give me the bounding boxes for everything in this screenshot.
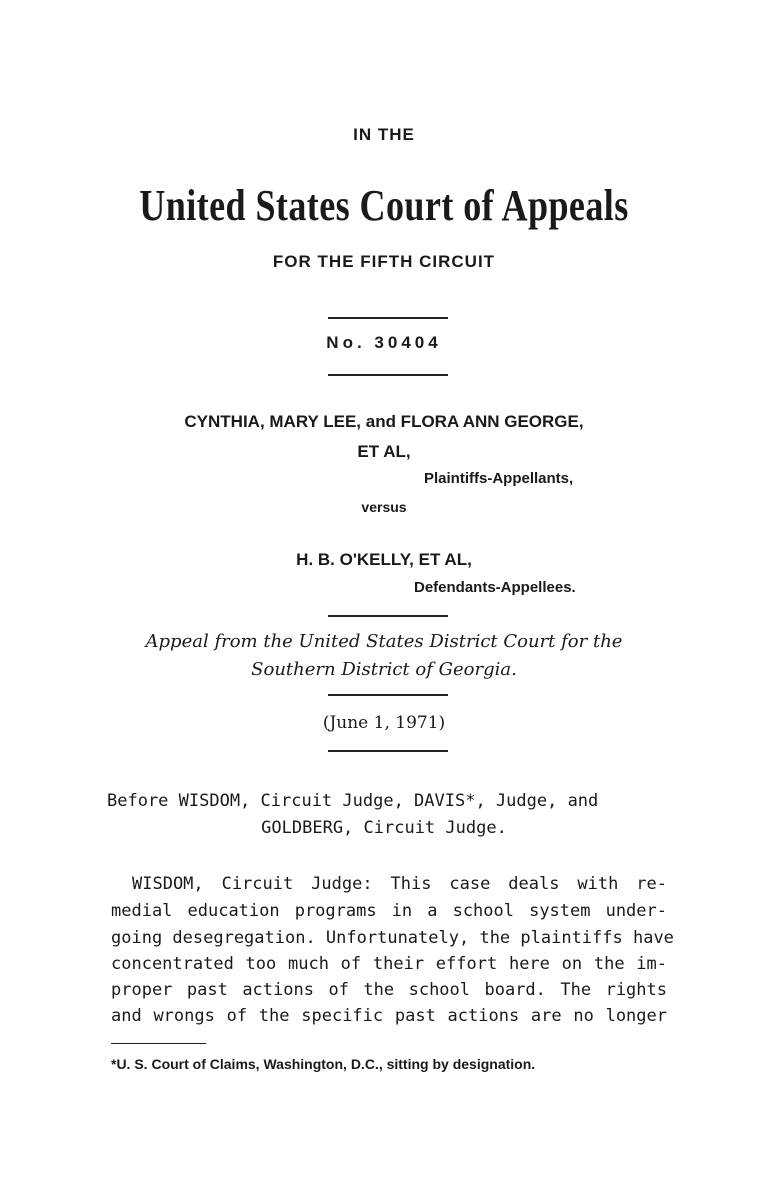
court-title: United States Court of Appeals xyxy=(139,181,629,230)
bench-line-2: GOLDBERG, Circuit Judge. xyxy=(261,818,507,838)
opinion-line: going desegregation. Unfortunately, the plaintiffs have xyxy=(111,928,674,948)
divider xyxy=(328,750,448,752)
appeal-line-2: Southern District of Georgia. xyxy=(251,659,517,680)
divider xyxy=(328,374,448,376)
versus-label: versus xyxy=(361,499,407,515)
plaintiffs-et-al: ET AL, xyxy=(357,442,411,461)
opinion-line: proper past actions of the school board. The rights xyxy=(111,980,667,1000)
docket-number: No. 30404 xyxy=(326,333,442,352)
footnote-divider xyxy=(111,1043,206,1044)
appeal-line-1: Appeal from the United States District Court for the xyxy=(145,631,623,652)
circuit-name: FOR THE FIFTH CIRCUIT xyxy=(272,252,496,271)
court-preamble: IN THE xyxy=(353,125,415,144)
opinion-line: WISDOM, Circuit Judge: This case deals with re- xyxy=(132,874,667,894)
plaintiffs-role: Plaintiffs-Appellants, xyxy=(424,470,574,487)
decision-date: (June 1, 1971) xyxy=(322,713,446,733)
bench-line-1: Before WISDOM, Circuit Judge, DAVIS*, Judge, and xyxy=(107,791,599,811)
defendants-role: Defendants-Appellees. xyxy=(414,579,576,596)
footnote: *U. S. Court of Claims, Washington, D.C., sitting by designation. xyxy=(111,1056,536,1072)
plaintiffs-names: CYNTHIA, MARY LEE, and FLORA ANN GEORGE, xyxy=(184,412,584,431)
opinion-line: and wrongs of the specific past actions are no longer xyxy=(111,1006,667,1026)
divider xyxy=(328,694,448,696)
opinion-line: medial education programs in a school system under- xyxy=(111,901,667,921)
divider xyxy=(328,317,448,319)
defendants-names: H. B. O'KELLY, ET AL, xyxy=(296,550,472,569)
opinion-line: concentrated too much of their effort here on the im- xyxy=(111,954,667,974)
divider xyxy=(328,615,448,617)
